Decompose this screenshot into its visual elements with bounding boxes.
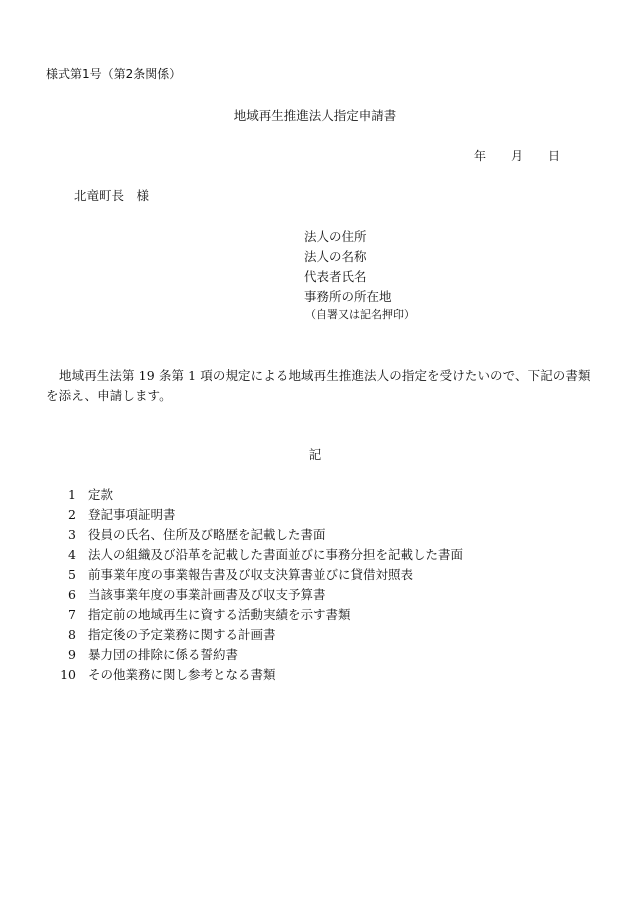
list-item-text: 法人の組織及び沿革を記載した書面並びに事務分担を記載した書面 xyxy=(88,547,464,562)
list-item-number: 6 xyxy=(68,587,76,602)
list-item xyxy=(54,565,463,585)
list-item-text: 当該事業年度の事業計画書及び収支予算書 xyxy=(88,587,326,602)
list-item xyxy=(54,645,463,665)
ki-heading: 記 xyxy=(308,447,322,462)
list-item-number: 7 xyxy=(68,607,76,622)
date-year-label: 年 xyxy=(474,149,487,163)
list-item xyxy=(54,485,463,505)
list-item-number: 3 xyxy=(68,527,76,542)
list-item-text: 指定後の予定業務に関する計画書 xyxy=(88,627,276,642)
form-number: 様式第1号（第2条関係） xyxy=(46,67,182,81)
list-item-number: 1 xyxy=(68,487,76,502)
list-item-text: 指定前の地域再生に資する活動実績を示す書類 xyxy=(88,607,351,622)
list-item xyxy=(54,505,463,525)
list-item-number: 5 xyxy=(68,567,76,582)
document-title: 地域再生推進法人指定申請書 xyxy=(233,108,397,123)
list-item xyxy=(54,625,463,645)
applicant-address-label: 法人の住所 xyxy=(304,229,367,244)
list-item xyxy=(54,585,463,605)
list-item-number: 2 xyxy=(68,507,76,522)
list-item-text: 役員の氏名、住所及び略歴を記載した書面 xyxy=(88,527,326,542)
list-item-text: 前事業年度の事業報告書及び収支決算書並びに貸借対照表 xyxy=(88,567,414,582)
list-item xyxy=(54,665,463,685)
date-month-label: 月 xyxy=(511,149,524,163)
list-item-text: 定款 xyxy=(88,487,114,502)
list-item-text: 登記事項証明書 xyxy=(88,507,176,522)
list-item xyxy=(54,525,463,545)
list-item-number: 10 xyxy=(60,667,76,682)
addressee: 北竜町長 様 xyxy=(74,188,150,203)
office-location-label: 事務所の所在地 xyxy=(304,289,392,304)
list-item xyxy=(54,605,463,625)
list-item-number: 4 xyxy=(68,547,76,562)
list-item xyxy=(54,545,463,565)
applicant-fields xyxy=(304,227,392,307)
seal-note: （自署又は記名押印） xyxy=(305,308,415,321)
list-item-text: その他業務に関し参考となる書類 xyxy=(88,667,276,682)
representative-name-label: 代表者氏名 xyxy=(304,269,367,284)
date-day-label: 日 xyxy=(548,149,561,163)
list-item-number: 9 xyxy=(68,647,76,662)
list-item-number: 8 xyxy=(68,627,76,642)
applicant-name-label: 法人の名称 xyxy=(304,249,367,264)
application-body-text: 地域再生法第 19 条第 1 項の規定による地域再生推進法人の指定を受けたいので、下記の書類を添え、申請します。 xyxy=(46,368,591,403)
list-item-text: 暴力団の排除に係る誓約書 xyxy=(88,647,239,662)
attachment-list xyxy=(54,485,463,685)
